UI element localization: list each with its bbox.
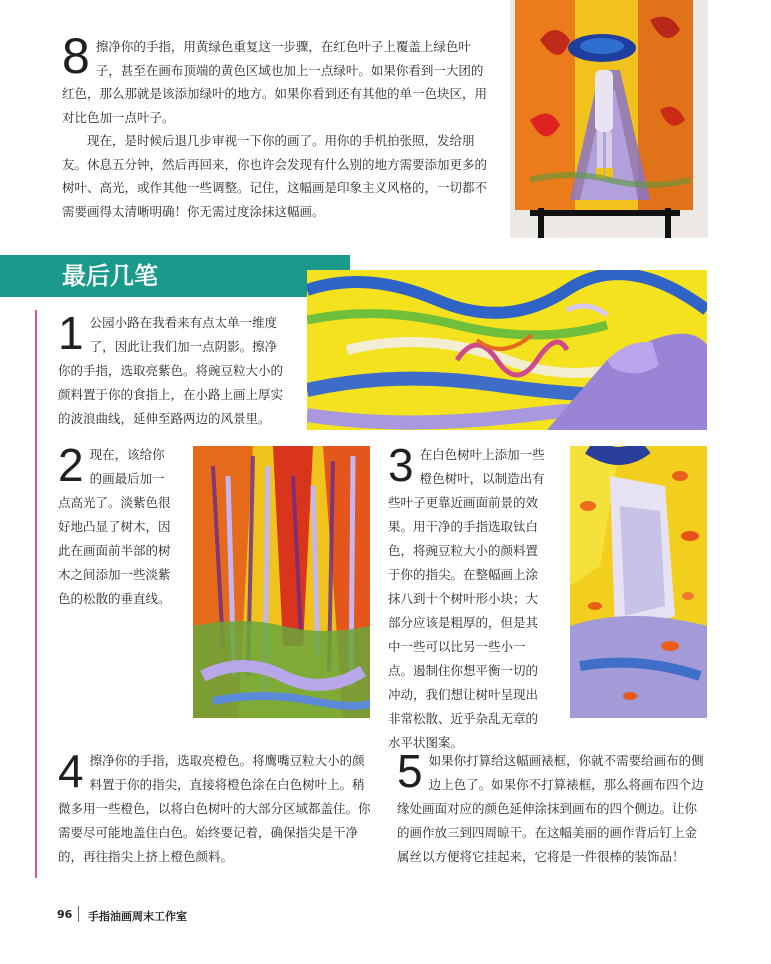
step-4-text: 擦净你的手指，选取亮橙色。将鹰嘴豆粒大小的颜料置于你的指尖，直接将橙色涂在白色树叶上。稍微多用一些橙色，以将白色树叶的大部分区域都盖住。你需要尽可能地盖住白色。始终要记着，确保指尖是干净的，再往指尖上挤上橙色颜料。	[58, 753, 371, 864]
step-5-number: 5	[397, 749, 423, 797]
step-5	[397, 749, 709, 869]
page-number: 96	[57, 908, 73, 921]
finger-painting-purple-photo	[307, 270, 707, 430]
accent-line	[35, 310, 37, 878]
step-3	[388, 443, 550, 755]
step-4-number: 4	[58, 749, 84, 797]
step-2-number: 2	[58, 443, 84, 491]
step-8	[62, 35, 490, 223]
step-1-number: 1	[58, 311, 84, 359]
section-title: 最后几笔	[62, 262, 158, 290]
footer-divider	[78, 906, 79, 922]
step-4	[58, 749, 374, 869]
step-2-text: 现在，该给你的画最后加一点高光了。淡紫色很好地凸显了树木，因此在画面前半部的树木之间添加一些淡紫色的松散的垂直线。	[58, 447, 171, 606]
step-8-paragraph-2: 现在，是时候后退几步审视一下你的画了。用你的手机拍张照，发给朋友。休息五分钟，然后再回来，你也许会发现有什么别的地方需要添加更多的树叶、高光，或作其他一些调整。记住，这幅画是印象主义风格的，一切都不需要画得太清晰明确！你无需过度涂抹这幅画。	[62, 133, 488, 219]
step-3-number: 3	[388, 443, 414, 491]
step-8-text: 擦净你的手指，用黄绿色重复这一步骤，在红色叶子上覆盖上绿色叶子，甚至在画布顶端的黄色区域也加上一点绿叶。如果你看到一大团的红色，那么那就是该添加绿叶的地方。如果你看到还有其他的单一色块区，用对比色加一点叶子。	[62, 39, 488, 125]
step-8-number: 8	[62, 35, 90, 84]
orange-leaves-detail-photo	[570, 446, 707, 718]
step-1-text: 公园小路在我看来有点太单一维度了，因此让我们加一点阴影。擦净你的手指，选取亮紫色。将豌豆粒大小的颜料置于你的食指上，在小路上画上厚实的波浪曲线，延伸至路两边的风景里。	[58, 315, 284, 426]
trees-lavender-photo	[193, 446, 370, 718]
step-1	[58, 311, 286, 431]
painting-on-easel-photo	[510, 0, 708, 238]
step-2	[58, 443, 176, 611]
book-title: 手指油画周末工作室	[88, 910, 187, 923]
step-5-text: 如果你打算给这幅画裱框，你就不需要给画布的侧边上色了。如果你不打算裱框，那么将画布四个边缘处画面对应的颜色延伸涂抹到画布的四个侧边。让你的画作放三到四周晾干。在这幅美丽的画作背后钉上金属丝以方便将它挂起来，它将是一件很棒的装饰品！	[397, 753, 704, 864]
section-banner	[0, 255, 350, 297]
step-3-text: 在白色树叶上添加一些橙色树叶，以制造出有些叶子更靠近画面前景的效果。用干净的手指选取钛白色，将豌豆粒大小的颜料置于你的指尖。在整幅画上涂抹八到十个树叶形小块；大部分应该是粗厚的，但是其中一些可以比另一些小一点。遏制住你想平衡一切的冲动，我们想让树叶呈现出非常松散、近乎杂乱无章的水平状图案。	[388, 447, 545, 750]
